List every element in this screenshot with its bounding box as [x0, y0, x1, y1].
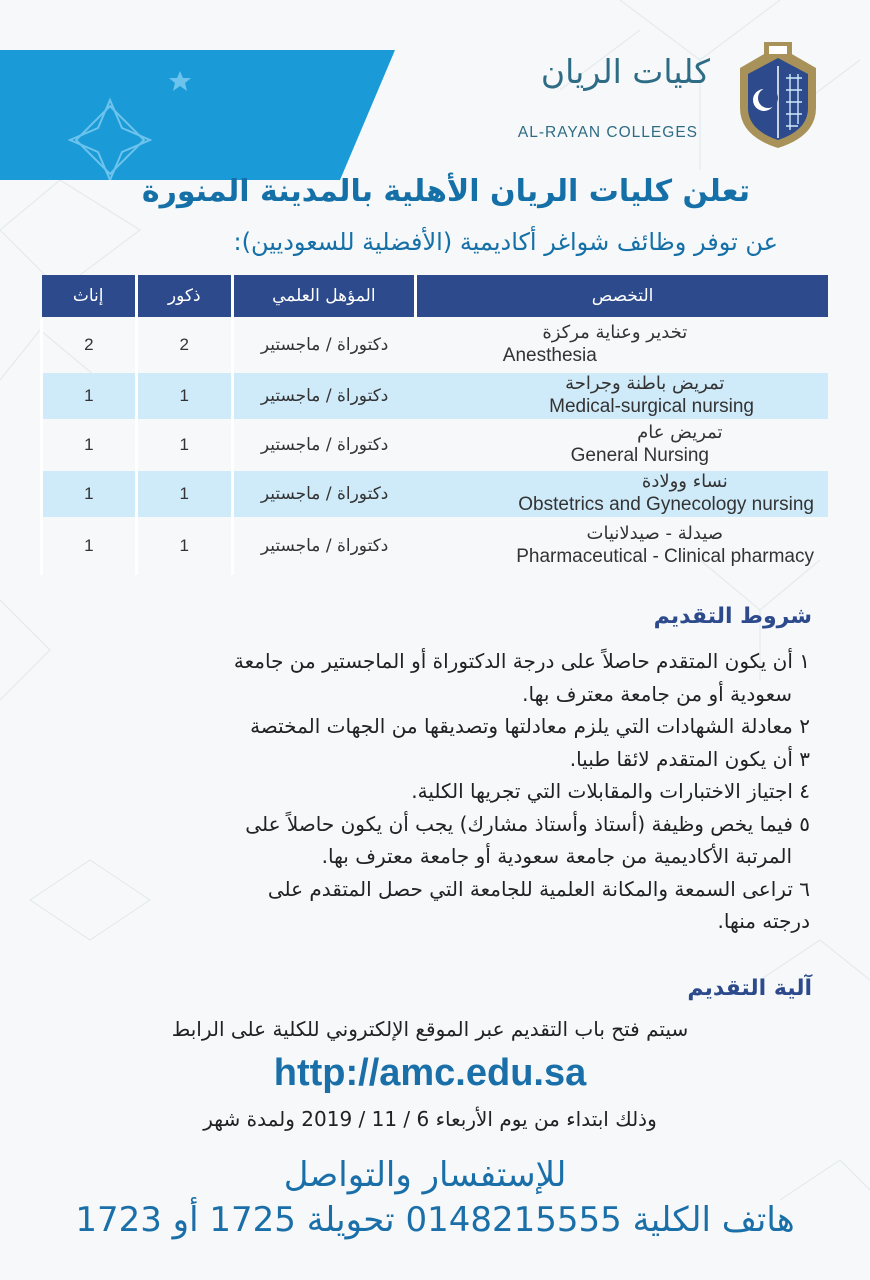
specialty-arabic: تمريض عام [637, 422, 723, 443]
qualification-cell: دكتوراة / ماجستير [232, 317, 416, 373]
condition-item: ٤ اجتياز الاختبارات والمقابلات التي تجريها الكلية. [411, 779, 810, 803]
table-row [42, 471, 829, 517]
male-count-cell: 1 [136, 517, 232, 575]
male-count-cell: 2 [136, 317, 232, 373]
qualification-cell: دكتوراة / ماجستير [232, 471, 416, 517]
apply-instructions: سيتم فتح باب التقديم عبر الموقع الإلكتروني للكلية على الرابط [171, 1017, 689, 1041]
college-shield-logo-icon [736, 38, 820, 150]
qualification-cell: دكتوراة / ماجستير [232, 517, 416, 575]
header-female: إناث [42, 275, 137, 317]
condition-item: المرتبة الأكاديمية من جامعة سعودية أو جامعة معترف بها. [321, 844, 792, 868]
specialty-arabic: تمريض باطنة وجراحة [565, 373, 725, 394]
condition-item: درجته منها. [717, 909, 810, 933]
conditions-list [40, 645, 810, 938]
female-count-cell: 1 [42, 471, 137, 517]
table-row [42, 419, 829, 471]
specialty-english: Medical-surgical nursing [549, 396, 754, 417]
vacancies-table [40, 275, 828, 575]
specialty-arabic: صيدلة - صيدلانيات [586, 523, 724, 544]
female-count-cell: 1 [42, 517, 137, 575]
female-count-cell: 1 [42, 373, 137, 419]
contact-title: للإستفسار والتواصل [283, 1155, 567, 1195]
qualification-cell: دكتوراة / ماجستير [232, 419, 416, 471]
header-banner [0, 50, 395, 180]
announcement-subhead: عن توفر وظائف شواغر أكاديمية (الأفضلية للسعوديين): [233, 228, 778, 256]
specialty-english: Anesthesia [502, 345, 597, 366]
announcement-headline: تعلن كليات الريان الأهلية بالمدينة المنورة [141, 174, 750, 209]
specialty-arabic: نساء وولادة [641, 471, 728, 492]
male-count-cell: 1 [136, 373, 232, 419]
contact-phone: هاتف الكلية 0148215555 تحويلة 1725 أو 1723 [75, 1200, 795, 1240]
specialty-cell [416, 373, 828, 419]
table-row [42, 317, 829, 373]
table-header-row [42, 275, 829, 317]
specialty-cell [416, 317, 828, 373]
conditions-title: شروط التقديم [653, 604, 812, 629]
header-qualification: المؤهل العلمي [232, 275, 416, 317]
male-count-cell: 1 [136, 419, 232, 471]
specialty-cell [416, 517, 828, 575]
qualification-cell: دكتوراة / ماجستير [232, 373, 416, 419]
condition-item: سعودية أو من جامعة معترف بها. [522, 681, 792, 706]
header-specialty: التخصص [416, 275, 828, 317]
specialty-english: Obstetrics and Gynecology nursing [518, 494, 814, 515]
female-count-cell: 2 [42, 317, 137, 373]
application-start-date: وذلك ابتداء من يوم الأربعاء 6 / 11 / 2019 ولمدة شهر [203, 1107, 657, 1131]
specialty-cell [416, 471, 828, 517]
condition-item: ٥ فيما يخص وظيفة (أستاذ وأستاذ مشارك) يجب أن يكون حاصلاً على [245, 811, 810, 836]
condition-item: ٢ معادلة الشهادات التي يلزم معادلتها وتصديقها من الجهات المختصة [250, 714, 810, 738]
table-row [42, 517, 829, 575]
specialty-cell [416, 419, 828, 471]
logo-name-english: AL-RAYAN COLLEGES [517, 124, 698, 141]
condition-item: ١ أن يكون المتقدم حاصلاً على درجة الدكتوراة أو الماجستير من جامعة [233, 649, 810, 673]
apply-title: آلية التقديم [687, 976, 812, 1001]
condition-item: ٦ تراعى السمعة والمكانة العلمية للجامعة التي حصل المتقدم على [267, 876, 810, 901]
specialty-english: General Nursing [570, 445, 709, 466]
application-link[interactable]: http://amc.edu.sa [273, 1052, 587, 1094]
logo-name-arabic: كليات الريان [540, 52, 710, 91]
header-male: ذكور [136, 275, 232, 317]
female-count-cell: 1 [42, 419, 137, 471]
table-row [42, 373, 829, 419]
specialty-arabic: تخدير وعناية مركزة [542, 322, 688, 343]
male-count-cell: 1 [136, 471, 232, 517]
specialty-english: Pharmaceutical - Clinical pharmacy [516, 546, 814, 567]
condition-item: ٣ أن يكون المتقدم لائقا طبيا. [569, 746, 810, 771]
